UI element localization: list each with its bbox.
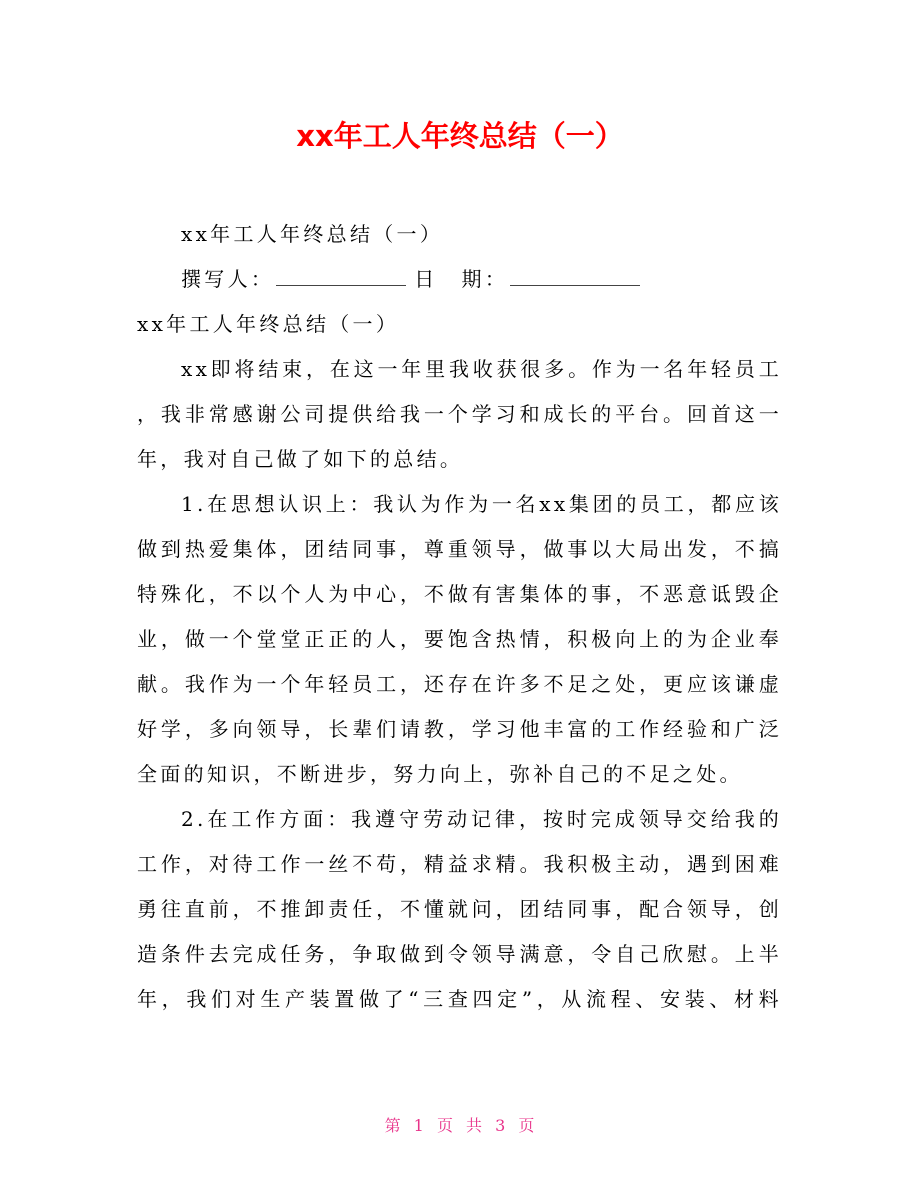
document-body: [137, 212, 782, 1022]
author-blank-field: [276, 273, 406, 286]
paragraph-1-line-3: 年，我对自己做了如下的总结。: [137, 447, 464, 471]
author-label: 撰写人：: [181, 267, 275, 291]
subtitle: xx年工人年终总结（一）: [181, 222, 444, 246]
document-title: xx年工人年终总结（一）: [296, 119, 624, 153]
paragraph-2-line-1: 1.在思想认识上：我认为作为一名xx集团的员工，都应该: [181, 492, 782, 516]
date-label-part2: 期：: [461, 267, 509, 291]
paragraph-2-line-3: 特殊化，不以个人为中心，不做有害集体的事，不恶意诋毁企: [137, 582, 782, 606]
paragraph-2-line-7: 全面的知识，不断进步，努力向上，弥补自己的不足之处。: [137, 762, 743, 786]
paragraph-1-line-1: xx即将结束，在这一年里我收获很多。作为一名年轻员工: [181, 357, 782, 381]
paragraph-2-line-6: 好学，多向领导，长辈们请教，学习他丰富的工作经验和广泛: [137, 717, 782, 741]
author-date-line: [137, 257, 782, 302]
page-number-footer: 第 1 页 共 3 页: [384, 1116, 536, 1135]
paragraph-2-line-2: 做到热爱集体，团结同事，尊重领导，做事以大局出发，不搞: [137, 537, 782, 561]
section-heading-line: [137, 302, 782, 347]
subtitle-line: [137, 212, 782, 257]
paragraph-2-line-5: 献。我作为一个年轻员工，还存在许多不足之处，更应该谦虚: [137, 672, 782, 696]
section-heading: xx年工人年终总结（一）: [137, 312, 400, 336]
paragraph-2-line-4: 业，做一个堂堂正正的人，要饱含热情，积极向上的为企业奉: [137, 627, 782, 651]
paragraph-3-line-4: 造条件去完成任务，争取做到令领导满意，令自己欣慰。上半: [137, 942, 782, 966]
paragraph-3-line-5: 年，我们对生产装置做了“三查四定”，从流程、安装、材料: [137, 987, 782, 1011]
date-blank-field: [510, 273, 640, 286]
date-label-part1: 日: [414, 267, 438, 291]
paragraph-3-line-1: 2.在工作方面：我遵守劳动记律，按时完成领导交给我的: [181, 807, 782, 831]
paragraph-3-line-2: 工作，对待工作一丝不苟，精益求精。我积极主动，遇到困难: [137, 852, 782, 876]
paragraph-1-line-2: ，我非常感谢公司提供给我一个学习和成长的平台。回首这一: [137, 402, 782, 426]
paragraph-3-line-3: 勇往直前，不推卸责任，不懂就问，团结同事，配合领导，创: [137, 897, 782, 921]
